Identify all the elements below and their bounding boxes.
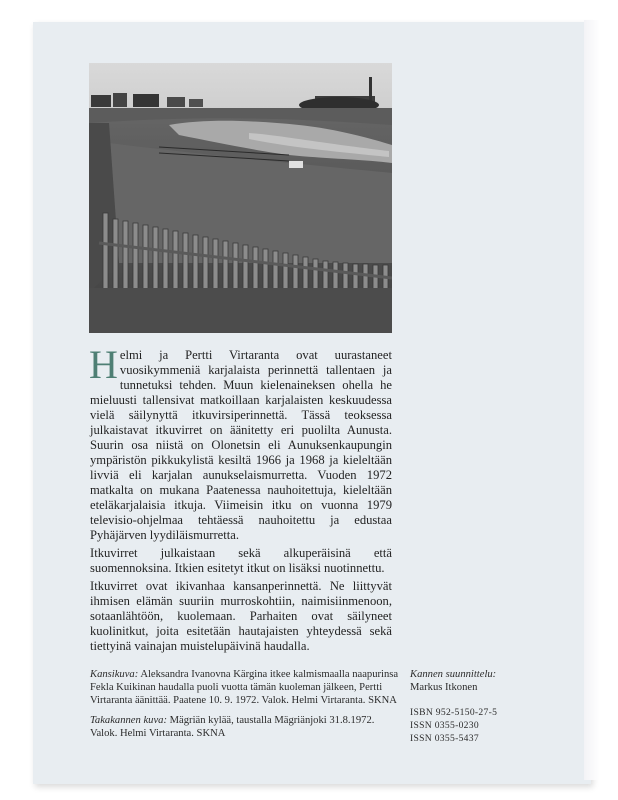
cover-designer: Markus Itkonen (410, 682, 478, 693)
book-spine (584, 20, 600, 780)
issn-2: ISSN 0355-5437 (410, 733, 479, 744)
issn-1: ISSN 0355-0230 (410, 720, 479, 731)
photo-captions (90, 668, 400, 747)
blurb-text (89, 342, 392, 657)
blurb-paragraph: Itkuvirret ovat ikivanhaa kansanperinnettä. Ne liittyvät ihmisen elämän suuriin murroskohtiin, naimisiinmenoon, sotaanlähtöön, kuolemaan. Parhaiten ovat säilyneet kuolinitkut, joita esitetään hautajaisten yhteydessä sekä tiettyinä vainajan muistelupäivinä haudalla. (90, 579, 392, 653)
cover-photo (89, 63, 392, 333)
isbn: ISBN 952-5150-27-5 (410, 707, 498, 718)
village-river-photo (89, 63, 392, 333)
cover-design-label: Kannen suunnittelu: (410, 669, 497, 680)
back-cover-caption: Takakannen kuva: Mägriän kylää, taustalla Mägriänjoki 31.8.1972. Valok. Helmi Virtaranta. SKNA (90, 715, 375, 739)
isbn-block (410, 706, 580, 745)
drop-cap: H (89, 342, 118, 387)
publication-credits (410, 668, 580, 745)
blurb-paragraph: Itkuvirret julkaistaan sekä alkuperäisinä että suomennoksina. Itkien esitetyt itkut on lisäksi nuotinnettu. (90, 546, 392, 575)
blurb-paragraph: Helmi ja Pertti Virtaranta ovat uurastaneet vuosikymmeniä karjalaista perinnettä tallentaen ja tunnetuksi tehden. Muun kielenaineksen ohella he mieluusti tallensivat matkoillaan karjalaisten keskuudessa vielä säilynyttä itkuvirsiperinnettä. Tässä teoksessa julkaistavat itkuvirret on äänitetty eri puolilta Aunusta. Suurin osa niistä on Olonetsin eli Aunuksenkaupungin ympäristön pikkukylistä kesiltä 1966 ja 1968 ja kieleltään livviä eli karjalan aunukselaismurretta. Vuoden 1972 matkalta on mukana Paatenessa nauhoitettuja, kieleltään eteläkarjalaisia itkuja. Viimeisin itku on vuonna 1979 televisio-ohjelmaa tehtäessä nauhoitettu ja edustaa Pyhäjärven lyydiläismurretta. (89, 342, 392, 542)
front-cover-caption: Kansikuva: Aleksandra Ivanovna Kärgina itkee kalmismaalla naapurinsa Fekla Kuikinan haudalla puoli vuotta tämän kuoleman jälkeen, Pertti Virtaranta äänittää. Paatene 10. 9. 1972. Valok. Helmi Virtaranta. SKNA (90, 669, 399, 706)
